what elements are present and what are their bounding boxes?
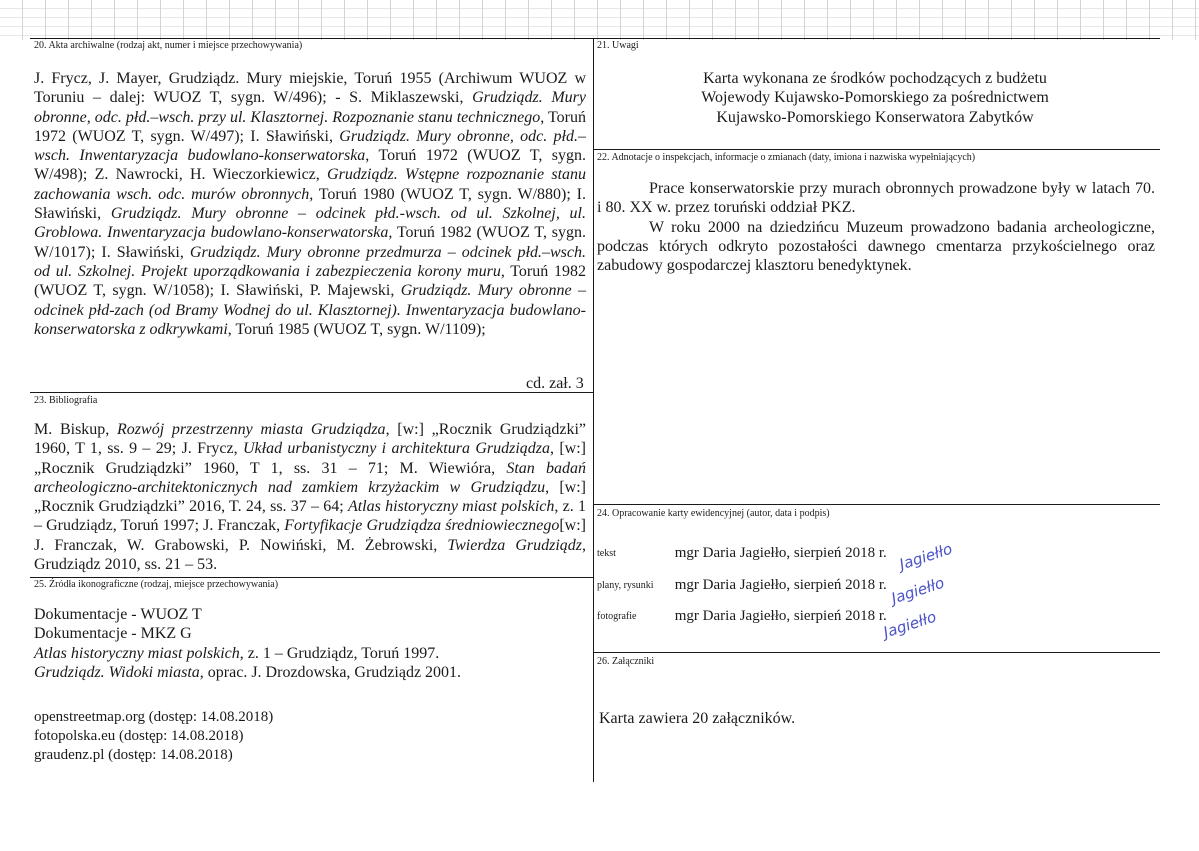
divider-24-26 xyxy=(593,652,1160,653)
top-border xyxy=(30,38,1160,39)
link-openstreetmap: openstreetmap.org (dostęp: 14.08.2018) xyxy=(34,709,274,725)
section-21-line-3: Kujawsko-Pomorskiego Konserwatora Zabytków xyxy=(716,108,1034,126)
section23-segment: Fortyfikacje Grudziądza średniowiecznego xyxy=(284,517,560,535)
section-25-line-4-rest: , oprac. J. Drozdowska, Grudziądz 2001. xyxy=(199,663,462,681)
section23-segment: Rozwój przestrzenny miasta Grudziądza xyxy=(117,421,386,438)
section-20-body xyxy=(34,69,586,339)
divider-22-24 xyxy=(593,504,1160,505)
form-top-strip xyxy=(0,0,1199,40)
divider-21-22 xyxy=(593,149,1160,150)
section-21-caption: 21. Uwagi xyxy=(597,40,639,51)
section23-segment: , [w:] „Rocznik Grudziądzki” 1960, T 1, ss. 31 – 71; M. Wiewióra, xyxy=(34,440,587,477)
prep-row-plans xyxy=(597,577,887,594)
divider-20-23 xyxy=(30,392,593,393)
section-25-line-3-rest: , z. 1 – Grudziądz, Toruń 1997. xyxy=(239,644,440,662)
section-23-caption: 23. Bibliografia xyxy=(34,395,98,406)
prep-row-text xyxy=(597,545,887,562)
section23-segment: M. Biskup, xyxy=(34,421,118,438)
link-graudenz: graudenz.pl (dostęp: 14.08.2018) xyxy=(34,747,233,763)
section-25-list xyxy=(34,605,461,682)
section23-segment: Stan badań archeologiczno-architektonicznych nad zamkiem krzyżackim w Grudziądzu xyxy=(34,459,586,496)
prep-label-plans: plany, rysunki xyxy=(597,580,654,592)
section23-segment: , Grudziądz 2010, ss. 21 – 53. xyxy=(34,536,587,574)
section20-segment: Grudziądz. Mury obronne, odc. płd.–wsch. Inwentaryzacja budowlano-konserwatorska xyxy=(34,127,586,165)
section23-segment: Twierdza Grudziądz xyxy=(447,536,583,554)
section23-segment: Atlas historyczny miast polskich xyxy=(347,498,555,516)
section20-segment: Grudziądz. Wstępne rozpoznanie stanu zachowania wsch. odc. murów obronnych xyxy=(34,166,587,203)
section-25-line-4-title: Grudziądz. Widoki miasta xyxy=(34,663,200,681)
section20-segment: J. Frycz, J. Mayer, Grudziądz. Mury miejskie, Toruń 1955 (Archiwum WUOZ w Toruniu – dalej: WUOZ T, sygn. W/496); - S. Miklaszewski, xyxy=(34,70,586,107)
section-25-line-1: Dokumentacje - WUOZ T xyxy=(34,606,202,623)
section23-segment: , z. 1 – Grudziądz, Toruń 1997; J. Franczak, xyxy=(34,498,586,535)
signature-plans: Jagiełło xyxy=(889,573,947,608)
prep-row-photos xyxy=(597,608,887,625)
section-25-caption: 25. Źródła ikonograficzne (rodzaj, miejsce przechowywania) xyxy=(34,579,279,590)
prep-value-text: mgr Daria Jagiełło, sierpień 2018 r. xyxy=(674,545,887,562)
signature-text: Jagiełło xyxy=(897,539,955,574)
section20-segment: Grudziądz. Mury obronne – odcinek płd-zach (od Bramy Wodnej do ul. Klasztornej). Inwentaryzacja budowlano-konserwatorska z odkrywkami xyxy=(34,282,586,338)
section23-segment: [w:] J. Franczak, W. Grabowski, P. Nowiński, M. Żebrowski, xyxy=(34,517,586,554)
section-25-line-4 xyxy=(34,663,461,682)
section-20-continued: cd. zał. 3 xyxy=(526,375,584,392)
divider-23-25 xyxy=(30,577,593,578)
section-25-line-2: Dokumentacje - MKZ G xyxy=(34,625,192,643)
section-25-links xyxy=(34,708,273,765)
prep-label-photos: fotografie xyxy=(597,611,637,623)
section-23-body xyxy=(34,420,586,574)
section-25-line-3 xyxy=(34,644,461,663)
section23-segment: , [w:] „Rocznik Grudziądzki” 1960, T 1, ss. 9 – 29; J. Frycz, xyxy=(34,421,586,458)
section-20-caption: 20. Akta archiwalne (rodzaj akt, numer i miejsce przechowywania) xyxy=(34,40,303,51)
section-21-line-1: Karta wykonana ze środków pochodzących z budżetu xyxy=(703,70,1047,87)
section20-segment: Grudziądz. Mury obronne przedmurza – odcinek płd.–wsch. od ul. Szkolnej. Projekt uporządkowania i zabezpieczenia korony muru xyxy=(34,243,587,280)
section23-segment: Układ urbanistyczny i architektura Grudziądza xyxy=(242,440,550,458)
section20-segment: , Toruń 1980 (WUOZ T, sygn. W/880); I. Sławiński, xyxy=(34,185,587,223)
section-22-paragraph-2: W roku 2000 na dziedzińcu Muzeum prowadzono badania archeologiczne, podczas których odkryto pozostałości dawnego cmentarza przykościelnego oraz zabudowy gospodarczej klasztoru benedyktynek. xyxy=(597,218,1155,275)
section20-segment: , Toruń 1972 (WUOZ T, sygn. W/498); Z. Nawrocki, H. Wieczorkiewicz, xyxy=(34,147,587,184)
signature-photos: Jagiełło xyxy=(881,607,939,642)
section-26-caption: 26. Załączniki xyxy=(597,656,655,667)
section-25-line-3-title: Atlas historyczny miast polskich xyxy=(34,644,240,662)
section-24-caption: 24. Opracowanie karty ewidencyjnej (autor, data i podpis) xyxy=(597,508,830,519)
section20-segment: , Toruń 1982 (WUOZ T, sygn. W/1058); I. Sławiński, P. Majewski, xyxy=(34,262,586,300)
section-21-body xyxy=(597,69,1153,127)
section20-segment: , Toruń 1985 (WUOZ T, sygn. W/1109); xyxy=(227,320,486,338)
prep-value-photos: mgr Daria Jagiełło, sierpień 2018 r. xyxy=(674,608,887,625)
section-21-line-2: Wojewody Kujawsko-Pomorskiego za pośrednictwem xyxy=(701,89,1049,107)
link-fotopolska: fotopolska.eu (dostęp: 14.08.2018) xyxy=(34,728,244,744)
section-26-text: Karta zawiera 20 załączników. xyxy=(599,710,796,727)
section-22-caption: 22. Adnotacje o inspekcjach, informacje o zmianach (daty, imiona i nazwiska wypełniających) xyxy=(597,152,976,163)
section20-segment: , Toruń 1972 (WUOZ T, sygn. W/497); I. Sławiński, xyxy=(34,108,586,145)
section20-segment: Grudziądz. Mury obronne, odc. płd.–wsch. przy ul. Klasztornej. Rozpoznanie stanu technicznego xyxy=(34,89,586,126)
section23-segment: , [w:] „Rocznik Grudziądzki” 2016, T. 24, ss. 37 – 64; xyxy=(34,478,586,516)
prep-label-text: tekst xyxy=(597,548,616,560)
section-22-paragraph-1: Prace konserwatorskie przy murach obronnych prowadzone były w latach 70. i 80. XX w. przez toruński oddział PKZ. xyxy=(597,180,1155,217)
section20-segment: , Toruń 1982 (WUOZ T, sygn. W/1017); I. Sławiński, xyxy=(34,224,587,261)
section20-segment: Grudziądz. Mury obronne – odcinek płd.-wsch. od ul. Szkolnej, ul. Groblowa. Inwentaryzacja budowlano-konserwatorska xyxy=(34,205,586,242)
prep-value-plans: mgr Daria Jagiełło, sierpień 2018 r. xyxy=(674,577,887,594)
section-22-body xyxy=(597,179,1155,275)
